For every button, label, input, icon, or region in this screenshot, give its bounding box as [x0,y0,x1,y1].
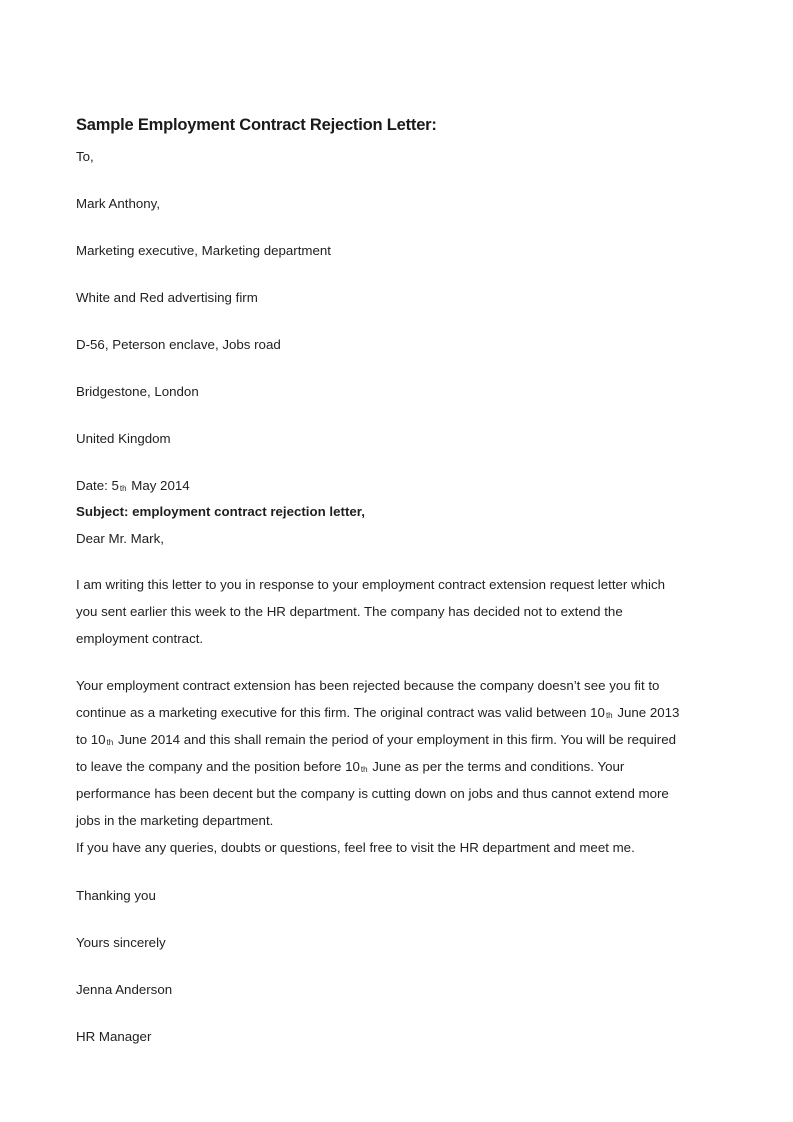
date-ordinal: th [119,484,127,493]
paragraph-2-line [76,726,726,753]
text-segment: to 10 [76,732,106,747]
paragraph-1 [76,571,726,652]
paragraph-2-line: jobs in the marketing department. [76,813,274,828]
recipient-to: To, [76,149,94,164]
date-prefix: Date: 5 [76,478,119,493]
recipient-address: D-56, Peterson enclave, Jobs road [76,337,281,352]
closing-signoff: Yours sincerely [76,935,166,950]
paragraph-2-line: Your employment contract extension has been rejected because the company doesn’t see you fit to [76,678,660,693]
paragraph-2-line: If you have any queries, doubts or questions, feel free to visit the HR department and meet me. [76,840,635,855]
document-title: Sample Employment Contract Rejection Letter: [76,116,437,134]
paragraph-2 [76,672,726,861]
recipient-name: Mark Anthony, [76,196,161,211]
text-segment: June 2013 [613,705,680,720]
paragraph-1-line: employment contract. [76,631,204,646]
ordinal-suffix: th [106,738,114,747]
letter-subject: Subject: employment contract rejection letter, [76,504,365,519]
ordinal-suffix: th [360,765,368,774]
ordinal-suffix: th [605,711,613,720]
text-segment: June 2014 and this shall remain the period of your employment in this firm. You will be required [114,732,676,747]
text-segment: to leave the company and the position before 10 [76,759,360,774]
paragraph-1-line: you sent earlier this week to the HR department. The company has decided not to extend the [76,604,623,619]
salutation: Dear Mr. Mark, [76,531,164,546]
paragraph-2-line [76,699,726,726]
recipient-position: Marketing executive, Marketing department [76,243,331,258]
recipient-company: White and Red advertising firm [76,290,258,305]
paragraph-2-line [76,753,726,780]
closing-thanks: Thanking you [76,888,156,903]
text-segment: June as per the terms and conditions. Your [368,759,625,774]
recipient-city: Bridgestone, London [76,384,199,399]
recipient-country: United Kingdom [76,431,171,446]
signatory-name: Jenna Anderson [76,982,173,997]
paragraph-2-line: performance has been decent but the company is cutting down on jobs and thus cannot extend more [76,786,669,801]
text-segment: continue as a marketing executive for this firm. The original contract was valid between 10 [76,705,605,720]
paragraph-1-line: I am writing this letter to you in response to your employment contract extension request letter which [76,577,666,592]
date-suffix: May 2014 [127,478,190,493]
signatory-role: HR Manager [76,1029,152,1044]
letter-date [76,478,190,494]
